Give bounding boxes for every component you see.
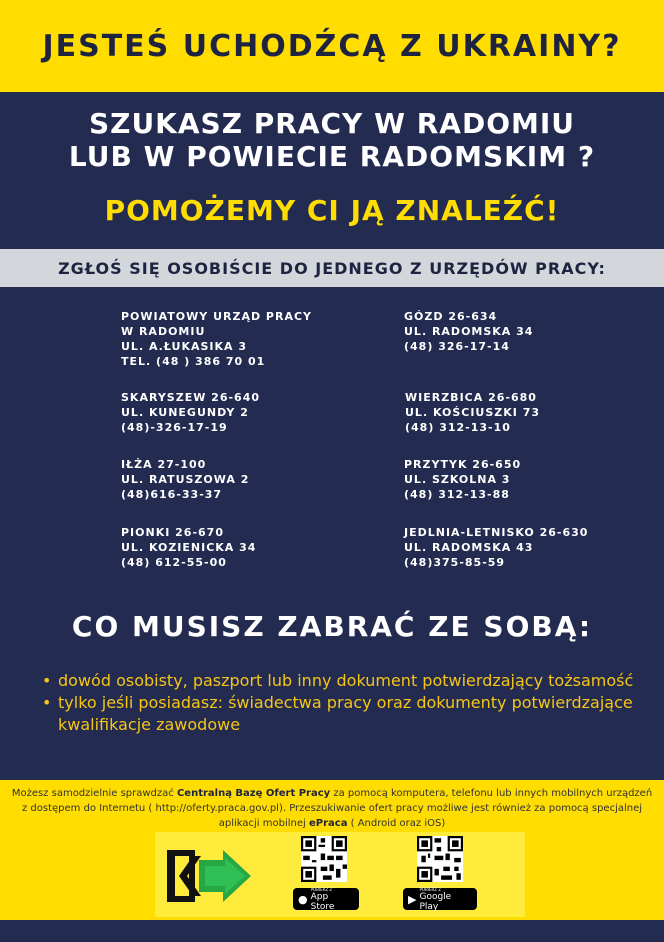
office-line: TEL. (48 ) 386 70 01 [121,355,266,368]
office-line: UL. SZKOLNA 3 [404,473,511,486]
footer-text [10,786,654,831]
app-store-qr-icon[interactable] [301,836,347,882]
office-line: WIERZBICA 26-680 [405,391,537,404]
green-arrows-logo-icon [165,846,257,906]
footer [0,780,664,920]
office-jedlnia [404,525,588,570]
office-line: PRZYTYK 26-650 [404,458,522,471]
office-line: UL. RADOMSKA 34 [404,325,534,338]
office-line: JEDLNIA-LETNISKO 26-630 [404,526,589,539]
footer-text-part: za pomocą komputera, telefonu lub innych mobilnych urządzeń z dostępem do Internetu ( http://oferty.praca.gov.pl). Przeszukiwanie ofert pracy możliwe jest również za pomocą specjalnej aplikacji mobilnej [21,788,653,829]
footer-text-part: Możesz samodzielnie sprawdzać [11,788,177,799]
app-store-badge[interactable] [293,888,359,910]
office-line: UL. A.ŁUKASIKA 3 [121,340,248,353]
office-ilza [121,457,249,502]
apple-icon: ● [298,892,308,906]
office-radom [121,309,312,369]
office-line: (48) 612-55-00 [121,556,227,569]
footer-text-part: ( Android oraz iOS) [347,818,446,829]
cbop-link[interactable]: Centralną Bazę Ofert Pracy [176,788,331,799]
app-store-label: App Store [310,891,335,912]
office-skaryszew [121,390,260,435]
report-bar-text: ZGŁOŚ SIĘ OSOBIŚCIE DO JEDNEGO Z URZĘDÓW PRACY: [58,258,606,278]
office-line: IŁŻA 27-100 [121,458,207,471]
office-line: PIONKI 26-670 [121,526,224,539]
list-item: • dowód osobisty, paszport lub inny dokument potwierdzający tożsamość [40,670,640,692]
main-title-line1: SZUKASZ PRACY W RADOMIU [88,107,576,140]
office-line: (48) 312-13-10 [405,421,511,434]
office-line: UL. KUNEGUNDY 2 [121,406,249,419]
google-play-qr-icon[interactable] [417,836,463,882]
main-title-line2: LUB W POWIECIE RADOMSKIM ? [68,140,596,173]
office-line: UL. RADOMSKA 43 [404,541,534,554]
app-store-small-label: POBIERZ Z [310,886,333,892]
office-line: UL. RATUSZOWA 2 [121,473,250,486]
google-play-badge[interactable] [403,888,477,910]
google-play-small-label: POBIERZ Z [419,886,442,892]
office-line: UL. KOŚCIUSZKI 73 [405,406,541,419]
office-wierzbica [405,390,540,435]
list-item: • tylko jeśli posiadasz: świadectwa pracy oraz dokumenty potwierdzające kwalifikacje zawodowe [40,692,640,736]
office-line: (48)616-33-37 [121,488,223,501]
office-line: (48) 312-13-88 [404,488,510,501]
report-bar [0,249,664,287]
header-title: JESTEŚ UCHODŹCĄ Z UKRAINY? [42,28,622,64]
office-przytyk [404,457,521,502]
google-play-icon: ▶ [408,892,417,906]
bring-list [40,670,640,736]
main-title [0,107,664,173]
bottom-strip [0,920,664,942]
epraca-app-name: ePraca [308,818,348,829]
bring-title: CO MUSISZ ZABRAĆ ZE SOBĄ: [71,610,593,643]
help-headline: POMOŻEMY CI JĄ ZNALEŹĆ! [104,194,560,227]
office-line: SKARYSZEW 26-640 [121,391,261,404]
office-line: UL. KOZIENICKA 34 [121,541,257,554]
top-banner [0,0,664,92]
office-line: W RADOMIU [121,325,206,338]
apps-panel [155,832,525,917]
google-play-label: Google Play [419,891,452,912]
office-line: (48)-326-17-19 [121,421,228,434]
office-pionki [121,525,256,570]
office-line: GÓZD 26-634 [404,310,498,323]
office-line: (48)375-85-59 [404,556,506,569]
office-gozd [404,309,533,354]
office-line: (48) 326-17-14 [404,340,510,353]
office-line: POWIATOWY URZĄD PRACY [121,310,313,323]
